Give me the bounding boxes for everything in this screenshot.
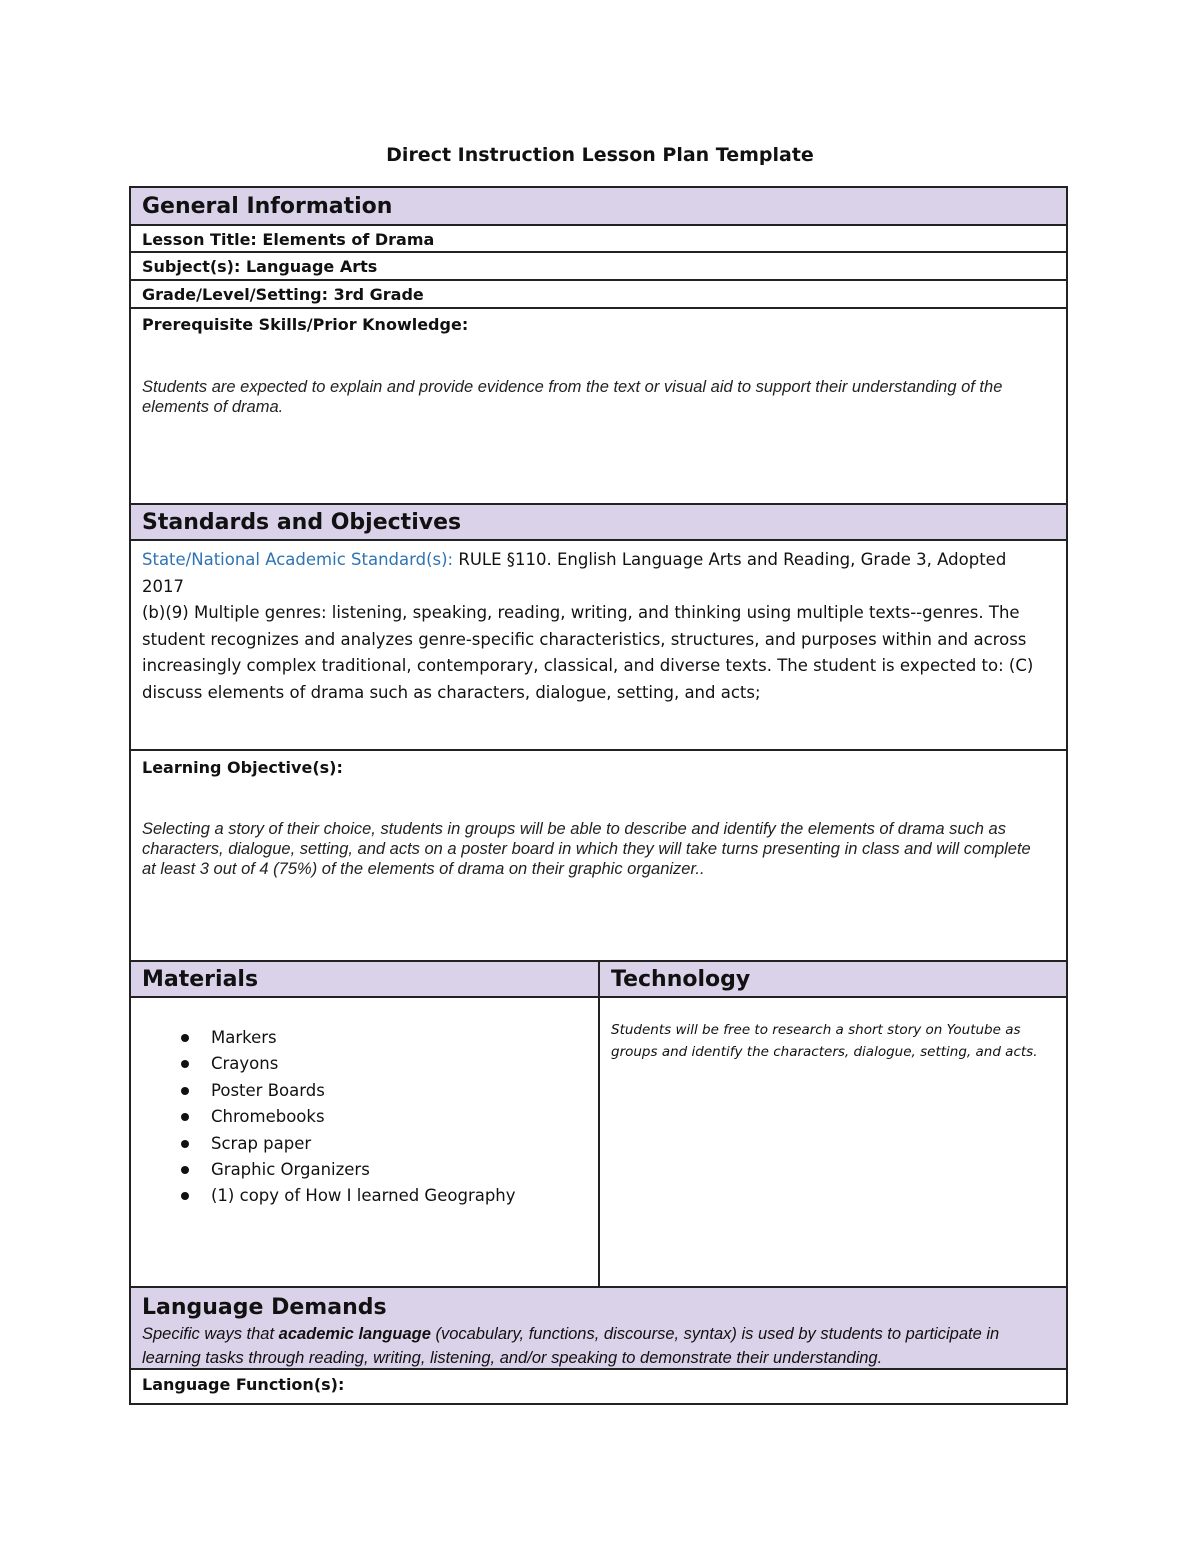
language-description [142,1322,1046,1370]
standard-detail: (b)(9) Multiple genres: listening, speaking, reading, writing, and thinking using multiple texts--genres. The student recognizes and analyzes genre-specific characteristics, structures, and purposes within and across increasingly complex traditional, contemporary, classical, and diverse texts. The student is expected to: (C) discuss elements of drama such as characters, dialogue, setting, and acts; [142,603,1034,702]
language-desc-bold: academic language [278,1325,431,1343]
list-item [181,1054,516,1080]
lesson-title: Lesson Title: Elements of Drama [142,230,435,249]
language-function-row [131,1370,1066,1403]
list-item [181,1081,516,1107]
material-item: Markers [211,1028,277,1047]
material-item: Chromebooks [211,1107,325,1127]
objective-label: Learning Objective(s): [142,758,343,777]
general-info-header-row [131,188,1066,226]
language-desc-post: (vocabulary, functions, discourse, syntax) is used by students to participate in learning tasks through reading, writing, listening, and/or speaking to demonstrate their understanding. [142,1325,1000,1367]
lesson-plan-table [129,186,1068,1405]
material-item: Crayons [211,1054,279,1074]
lesson-title-row [131,226,1066,253]
language-header: Language Demands [142,1295,387,1320]
technology-header: Technology [611,967,751,992]
technology-text: Students will be free to research a short story on Youtube as groups and identify the characters, dialogue, setting, and acts. [611,1022,1038,1060]
list-item [181,1107,516,1133]
document-title: Direct Instruction Lesson Plan Template [386,144,814,166]
language-desc-pre: Specific ways that [142,1325,279,1343]
subjects-row [131,253,1066,281]
bullet-icon [181,1192,189,1200]
material-item: Graphic Organizers [211,1159,370,1179]
bullet-icon [181,1113,189,1121]
bullet-icon [181,1140,189,1148]
standard-block [142,547,1052,706]
list-item [181,1186,516,1212]
bullet-icon [181,1034,189,1042]
standard-text: RULE §110. English Language Arts and Reading, Grade 3, Adopted 2017 [142,550,1007,596]
list-item [181,1134,516,1160]
materials-list [181,1028,516,1213]
bullet-icon [181,1060,189,1068]
prereq-row [131,309,1066,505]
prereq-text: Students are expected to explain and provide evidence from the text or visual aid to support their understanding of the elements of drama. [142,378,1003,416]
subjects: Subject(s): Language Arts [142,257,378,276]
objective-row [131,751,1066,962]
grade-row [131,281,1066,309]
bullet-icon [181,1087,189,1095]
general-info-header: General Information [142,194,393,219]
material-item: Poster Boards [211,1080,325,1100]
prereq-label: Prerequisite Skills/Prior Knowledge: [142,315,469,334]
objective-text: Selecting a story of their choice, students in groups will be able to describe and identify the elements of drama such as characters, dialogue, setting, and acts on a poster board in which they will take turns presenting in class and will complete at least 3 out of 4 (75%) of the elements of drama on their graphic organizer.. [142,820,1031,878]
language-header-row [131,1288,1066,1370]
list-item [181,1160,516,1186]
standards-header-row [131,505,1066,541]
material-item: (1) copy of How I learned Geography [211,1186,516,1206]
materials-header: Materials [142,967,259,992]
grade-level-setting: Grade/Level/Setting: 3rd Grade [142,285,424,304]
bullet-icon [181,1166,189,1174]
standards-header: Standards and Objectives [142,510,462,535]
standard-label: State/National Academic Standard(s): [142,550,454,569]
standard-row [131,541,1066,751]
language-function-label: Language Function(s): [142,1375,345,1394]
material-item: Scrap paper [211,1133,312,1153]
list-item [181,1028,516,1054]
